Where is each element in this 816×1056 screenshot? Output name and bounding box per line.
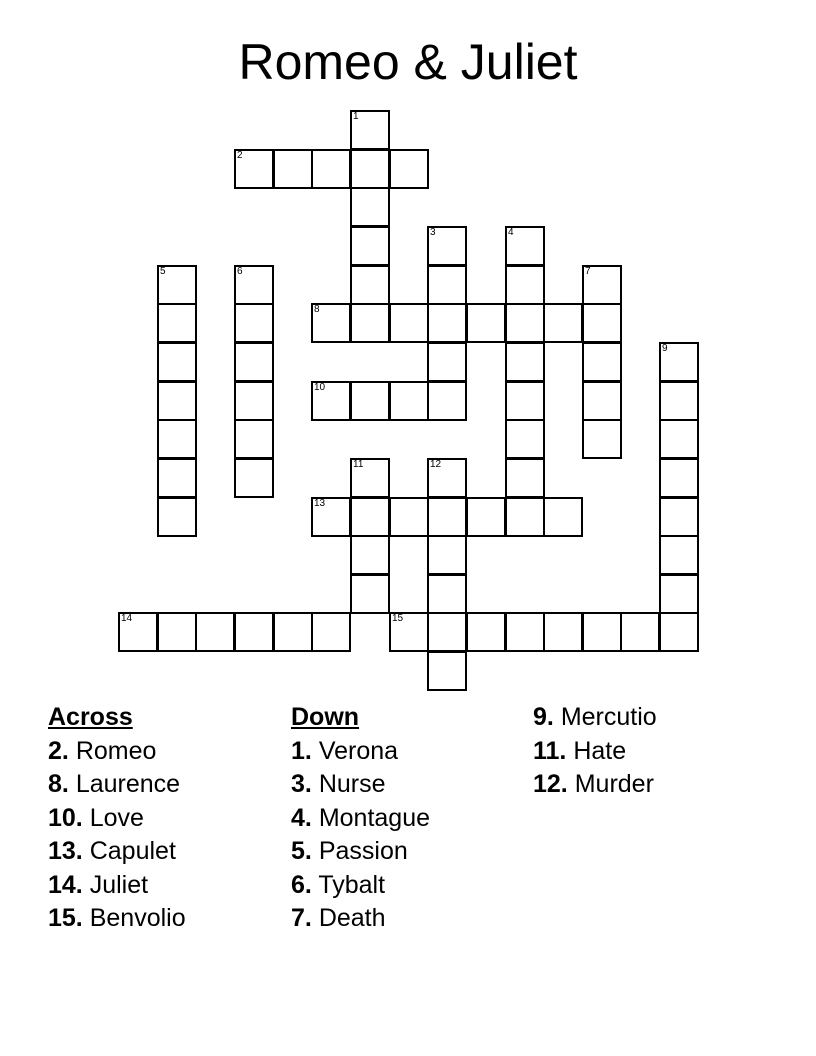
clue-number: 5. [291,837,312,865]
down-clue [291,835,430,869]
clue-number: 1. [291,736,312,765]
clue-text: Hate [573,736,627,765]
grid-cell[interactable] [505,419,545,459]
across-clue [48,802,186,836]
grid-cell[interactable] [389,381,429,421]
grid-cell[interactable] [582,303,622,343]
puzzle-title: Romeo & Juliet [238,34,578,90]
across-clue [48,869,186,903]
grid-cell[interactable] [659,381,699,421]
down-clue [533,701,657,735]
grid-cell[interactable] [543,303,583,343]
grid-cell[interactable] [118,612,158,652]
grid-cell[interactable] [543,497,583,537]
grid-cell[interactable] [195,612,235,652]
grid-cell[interactable] [427,574,467,614]
grid-cell[interactable] [427,612,467,652]
grid-cell[interactable] [350,187,390,227]
grid-cell[interactable] [505,342,545,382]
grid-cell[interactable] [350,535,390,575]
grid-cell[interactable] [427,226,467,266]
grid-cell[interactable] [350,497,390,537]
across-clue [48,902,186,936]
clue-number: 3. [291,770,312,798]
cell-number: 6 [237,266,243,277]
clue-text: Verona [318,736,399,765]
cell-number: 8 [314,304,320,315]
grid-cell[interactable] [234,265,274,305]
grid-cell[interactable] [389,497,429,537]
down-clue [291,802,430,836]
grid-cell[interactable] [505,497,545,537]
cell-number: 2 [237,150,243,161]
cell-number: 5 [160,266,166,277]
grid-cell[interactable] [350,265,390,305]
grid-cell[interactable] [311,497,351,537]
clue-text: Benvolio [89,904,186,932]
down-clue [291,869,430,903]
across-clues [48,701,186,936]
grid-cell[interactable] [350,226,390,266]
cell-number: 4 [508,227,514,238]
cell-number: 9 [662,343,668,354]
grid-cell[interactable] [311,149,351,189]
cell-number: 7 [585,266,591,277]
grid-cell[interactable] [582,419,622,459]
grid-cell[interactable] [234,381,274,421]
grid-cell[interactable] [505,265,545,305]
cell-number: 3 [430,227,436,238]
grid-cell[interactable] [659,342,699,382]
grid-cell[interactable] [234,458,274,498]
grid-cell[interactable] [659,535,699,575]
clue-number: 4. [291,803,312,832]
clue-number: 15. [48,904,83,932]
grid-cell[interactable] [582,342,622,382]
clue-text: Nurse [318,770,386,798]
clue-text: Murder [574,770,654,798]
clue-number: 8. [48,770,69,798]
clue-number: 6. [291,870,312,899]
clue-text: Passion [318,837,408,865]
grid-cell[interactable] [427,651,467,691]
across-clue [48,835,186,869]
grid-cell[interactable] [389,149,429,189]
grid-cell[interactable] [157,458,197,498]
clue-text: Laurence [75,770,181,798]
grid-cell[interactable] [582,381,622,421]
grid-cell[interactable] [234,303,274,343]
clue-number: 14. [48,870,83,899]
grid-cell[interactable] [350,458,390,498]
grid-cell[interactable] [582,612,622,652]
cell-number: 15 [392,613,404,624]
grid-cell[interactable] [311,381,351,421]
grid-cell[interactable] [234,419,274,459]
grid-cell[interactable] [234,612,274,652]
grid-cell[interactable] [659,458,699,498]
clue-number: 10. [48,803,83,832]
grid-cell[interactable] [311,612,351,652]
grid-cell[interactable] [273,612,313,652]
grid-cell[interactable] [157,497,197,537]
grid-cell[interactable] [505,226,545,266]
grid-cell[interactable] [350,381,390,421]
down-clue [291,902,430,936]
grid-cell[interactable] [659,612,699,652]
grid-cell[interactable] [350,110,390,150]
grid-cell[interactable] [505,612,545,652]
clue-number: 9. [533,703,554,731]
grid-cell[interactable] [350,149,390,189]
cell-number: 12 [430,459,442,470]
clue-text: Death [318,904,386,932]
clue-text: Capulet [89,837,176,865]
grid-cell[interactable] [350,574,390,614]
grid-cell[interactable] [620,612,660,652]
clue-text: Montague [318,803,431,832]
clue-number: 12. [533,770,568,798]
grid-cell[interactable] [505,381,545,421]
clue-number: 13. [48,837,83,865]
grid-cell[interactable] [427,381,467,421]
grid-cell[interactable] [157,419,197,459]
grid-cell[interactable] [659,419,699,459]
grid-cell[interactable] [234,342,274,382]
grid-cell[interactable] [505,303,545,343]
grid-cell[interactable] [389,303,429,343]
clue-text: Love [89,803,144,832]
grid-cell[interactable] [427,342,467,382]
down-clue [291,735,430,769]
cell-number: 14 [121,613,133,624]
clue-text: Romeo [75,736,157,765]
grid-cell[interactable] [427,497,467,537]
clue-text: Tybalt [318,870,386,899]
grid-cell[interactable] [350,303,390,343]
grid-cell[interactable] [157,612,197,652]
across-clue [48,768,186,802]
grid-cell[interactable] [234,149,274,189]
grid-cell[interactable] [157,381,197,421]
grid-cell[interactable] [389,612,429,652]
down-clues-continued [533,701,657,802]
grid-cell[interactable] [157,342,197,382]
grid-cell[interactable] [659,574,699,614]
grid-cell[interactable] [543,612,583,652]
grid-cell[interactable] [427,265,467,305]
clue-text: Mercutio [560,703,657,731]
grid-cell[interactable] [311,303,351,343]
grid-cell[interactable] [582,265,622,305]
across-heading: Across [48,703,133,731]
grid-cell[interactable] [427,535,467,575]
cell-number: 11 [353,459,364,470]
grid-cell[interactable] [427,303,467,343]
grid-cell[interactable] [466,303,506,343]
cell-number: 1 [353,111,359,122]
cell-number: 13 [314,498,326,509]
down-heading: Down [291,703,360,731]
grid-cell[interactable] [427,458,467,498]
grid-cell[interactable] [273,149,313,189]
down-clue [533,768,657,802]
clue-number: 7. [291,904,312,932]
clue-number: 2. [48,736,69,765]
grid-cell[interactable] [157,265,197,305]
cell-number: 10 [314,382,326,393]
grid-cell[interactable] [659,497,699,537]
across-clue [48,735,186,769]
grid-cell[interactable] [157,303,197,343]
grid-cell[interactable] [466,612,506,652]
grid-cell[interactable] [505,458,545,498]
clue-text: Juliet [89,870,149,899]
clue-number: 11. [533,736,567,765]
down-clue [291,768,430,802]
grid-cell[interactable] [466,497,506,537]
down-clues [291,701,430,936]
down-clue [533,735,657,769]
